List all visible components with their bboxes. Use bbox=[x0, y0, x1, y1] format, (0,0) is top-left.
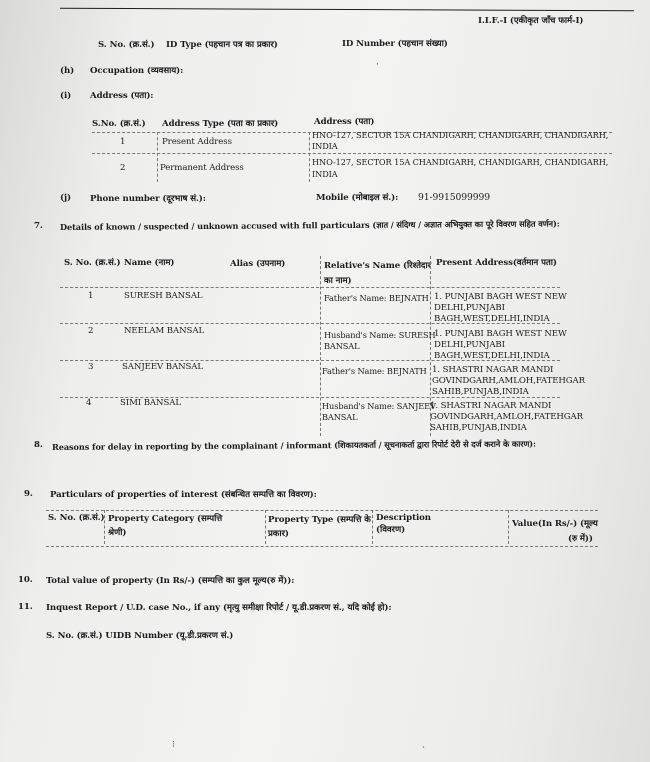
id-type-header: ID Type (पहचान पत्र का प्रकार) bbox=[166, 40, 278, 50]
address-row-1-line1: HNO-127, SECTOR 15A CHANDIGARH, CHANDIGARH, CHANDIGARH, bbox=[312, 130, 609, 140]
accused-row-3-address-3: SAHIB,PUNJAB,INDIA bbox=[432, 387, 529, 397]
property-table-top-rule bbox=[46, 510, 598, 511]
accused-relative-header-2: का नाम) bbox=[324, 276, 352, 286]
address-row-1-rule bbox=[92, 153, 612, 154]
section-7-title: Details of known / suspected / unknown accused with full particulars (ज्ञात / संदिग्ध / अज्ञात अभियुक्त का पूरे विवरण सहित वर्णन): bbox=[59, 218, 560, 232]
address-row-2-line2: INDIA bbox=[312, 169, 338, 179]
accused-row-1-address-3: BAGH,WEST,DELHI,INDIA bbox=[434, 314, 550, 324]
address-row-1-type: Present Address bbox=[162, 137, 232, 147]
id-number-header: ID Number (पहचान संख्या) bbox=[342, 39, 448, 49]
id-sno-header: S. No. (क्र.सं.) bbox=[98, 40, 155, 50]
property-type-header-1: Property Type (सम्पत्ति के bbox=[268, 515, 371, 525]
accused-row-3-address-1: 1. SHASTRI NAGAR MANDI bbox=[432, 365, 554, 375]
occupation-marker: (h) bbox=[60, 66, 75, 76]
address-label: Address (पता): bbox=[90, 91, 154, 101]
accused-row-3-sno: 3 bbox=[88, 362, 94, 372]
address-row-1-line2: INDIA bbox=[312, 141, 338, 151]
accused-header-rule bbox=[60, 287, 560, 288]
property-table-bottom-rule bbox=[46, 546, 598, 547]
property-sno-header: S. No. (क्र.सं.) bbox=[48, 513, 105, 523]
occupation-label: Occupation (व्यवसाय): bbox=[90, 66, 184, 76]
form-code: I.I.F.-I (एकीकृत जाँच फार्म-I) bbox=[478, 16, 584, 26]
accused-row-2-address-1: 1. PUNJABI BAGH WEST NEW bbox=[434, 329, 567, 339]
accused-row-1-rule bbox=[60, 323, 560, 324]
accused-row-3-address-2: GOVINDGARH,AMLOH,FATEHGAR bbox=[432, 376, 586, 386]
address-type-header: Address Type (पता का प्रकार) bbox=[162, 119, 279, 129]
accused-row-2-relative-1: Husband's Name: SURESH bbox=[324, 330, 436, 340]
address-marker: (i) bbox=[60, 91, 72, 101]
top-rule bbox=[60, 8, 634, 12]
address-row-2-line1: HNO-127, SECTOR 15A CHANDIGARH, CHANDIGARH, CHANDIGARH, bbox=[312, 157, 609, 167]
property-description-header-1: Description bbox=[376, 513, 431, 523]
address-col-divider-1 bbox=[157, 132, 158, 182]
section-11-title: Inquest Report / U.D. case No., if any (मृत्यु समीक्षा रिपोर्ट / यू.डी.प्रकरण सं., यदि कोई हो): bbox=[46, 603, 392, 613]
property-col-divider-1 bbox=[104, 510, 105, 544]
accused-row-4-address-2: GOVINDGARH,AMLOH,FATEHGAR bbox=[430, 412, 584, 422]
accused-row-3-relative: Father's Name: BEJNATH bbox=[322, 366, 427, 376]
section-11-number: 11. bbox=[18, 602, 33, 612]
section-9-title: Particulars of properties of interest (संबन्धित सम्पत्ति का विवरण): bbox=[50, 490, 317, 500]
accused-row-1-address-1: 1. PUNJABI BAGH WEST NEW bbox=[434, 292, 567, 302]
accused-row-2-sno: 2 bbox=[88, 326, 94, 336]
section-8-title: Reasons for delay in reporting by the complainant / informant (शिकायतकर्ता / सूचनाकर्ता द्वारा रिपोर्ट देरी से दर्ज कराने के कारण): bbox=[51, 438, 537, 452]
accused-row-4-sno: 4 bbox=[86, 398, 92, 408]
accused-row-4-name: SIMI BANSAL bbox=[120, 398, 181, 408]
accused-row-4-relative-2: BANSAL bbox=[322, 412, 358, 422]
address-row-1-sno: 1 bbox=[120, 137, 126, 147]
property-value-header-1: Value(In Rs/-) (मूल्य bbox=[512, 519, 598, 529]
section-10-title: Total value of property (In Rs/-) (सम्पत्ति का कुल मूल्य(रु में)): bbox=[46, 576, 295, 586]
address-row-2-type: Permanent Address bbox=[160, 163, 244, 173]
phone-label: Phone number (दूरभाष सं.): bbox=[90, 194, 206, 204]
property-col-divider-4 bbox=[508, 510, 509, 544]
address-sno-header: S.No. (क्र.सं.) bbox=[92, 119, 146, 129]
accused-row-2-relative-2: BANSAL bbox=[324, 341, 360, 351]
accused-row-1-address-2: DELHI,PUNJABI bbox=[434, 303, 505, 313]
accused-row-4-address-3: SAHIB,PUNJAB,INDIA bbox=[430, 423, 527, 433]
accused-row-2-address-3: BAGH,WEST,DELHI,INDIA bbox=[434, 351, 550, 361]
property-description-header-2: (विवरण) bbox=[376, 525, 406, 535]
accused-row-2-address-2: DELHI,PUNJABI bbox=[434, 340, 505, 350]
accused-alias-header: Alias (उपनाम) bbox=[230, 259, 286, 269]
section-9-number: 9. bbox=[24, 489, 33, 499]
accused-row-1-sno: 1 bbox=[88, 291, 94, 301]
accused-row-2-rule bbox=[60, 360, 560, 361]
mobile-label: Mobile (मोबाइल सं.): bbox=[316, 193, 399, 203]
phone-marker: (j) bbox=[60, 193, 71, 203]
uidb-header: S. No. (क्र.सं.) UIDB Number (यू.डी.प्रकरण सं.) bbox=[46, 631, 234, 641]
scan-mark: · bbox=[376, 60, 379, 70]
accused-row-4-address-1: 1. SHASTRI NAGAR MANDI bbox=[430, 401, 552, 411]
accused-row-3-name: SANJEEV BANSAL bbox=[122, 362, 203, 372]
property-value-header-2: (रु में)) bbox=[568, 534, 593, 544]
accused-row-2-name: NEELAM BANSAL bbox=[124, 326, 205, 336]
property-type-header-2: प्रकार) bbox=[268, 529, 289, 539]
accused-address-header: Present Address(वर्तमान पता) bbox=[436, 258, 557, 268]
accused-row-1-relative: Father's Name: BEJNATH bbox=[324, 293, 429, 303]
accused-row-1-name: SURESH BANSAL bbox=[124, 291, 203, 301]
accused-sno-header: S. No. (क्र.सं.) bbox=[64, 258, 121, 268]
address-col-divider-2 bbox=[309, 132, 310, 182]
property-col-divider-2 bbox=[265, 510, 266, 544]
accused-row-4-relative-1: Husband's Name: SANJEEV bbox=[322, 401, 436, 411]
address-row-2-sno: 2 bbox=[120, 163, 126, 173]
section-10-number: 10. bbox=[18, 575, 33, 585]
mobile-value: 91-9915099999 bbox=[418, 192, 490, 203]
accused-name-header: Name (नाम) bbox=[124, 258, 175, 268]
property-col-divider-3 bbox=[372, 510, 373, 544]
section-8-number: 8. bbox=[34, 440, 43, 450]
address-header: Address (पता) bbox=[314, 117, 375, 127]
scan-mark: ˏ bbox=[422, 739, 425, 749]
accused-relative-header-1: Relative's Name (रिश्तेदार bbox=[324, 261, 432, 271]
property-category-header-1: Property Category (सम्पत्ति bbox=[108, 514, 223, 524]
property-category-header-2: श्रेणी) bbox=[108, 528, 127, 538]
scan-mark: ⁝ bbox=[172, 740, 175, 750]
accused-col-divider-1 bbox=[320, 256, 321, 436]
section-7-number: 7. bbox=[34, 221, 43, 231]
